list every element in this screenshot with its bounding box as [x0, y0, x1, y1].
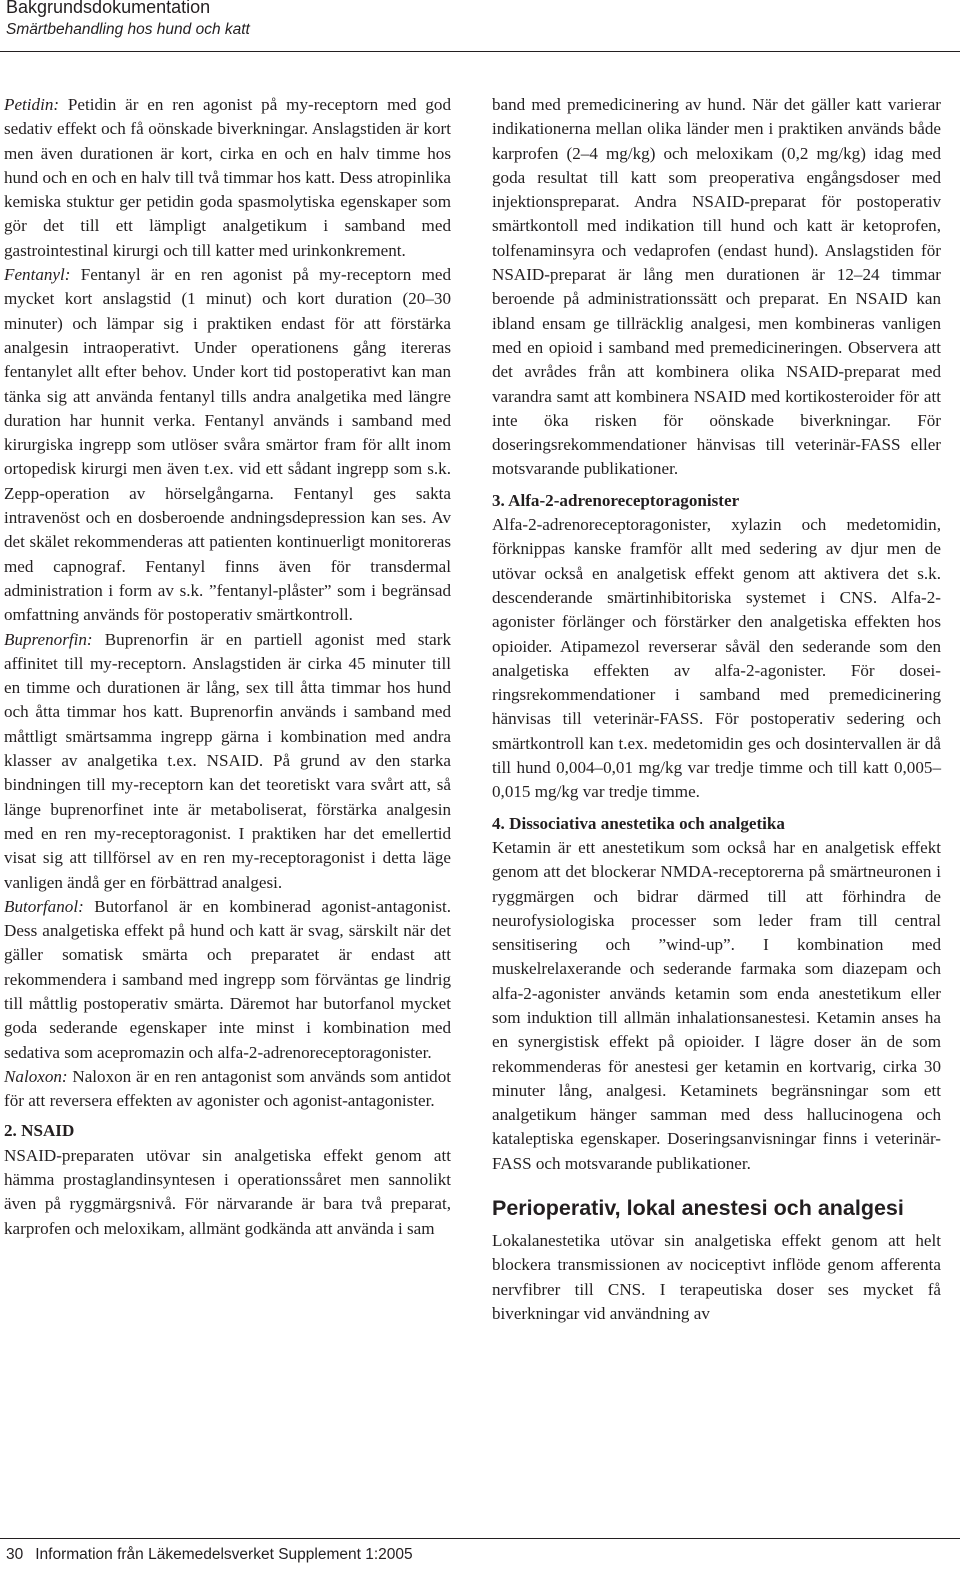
- text-buprenorfin: Buprenorfin är en partiell agonist med stark affinitet till my-receptorn. Anslagstiden är cirka 45 minuter till en timme och durationen är lång, sex till åtta timmar hos hund och åtta timmar hos katt. Buprenorfin används i samband med måttligt smärtsamma ingrepp gärna i kombination med andra klasser av analgetika t.ex. NSAID. På grund av den starka bindningen till my-receptorn kan det teoretiskt vara svårt att, så länge buprenorfinet inte är metaboliserat, förstärka analgesin med en ren my-receptoragonist. I praktiken har det emellertid visat sig att tillförsel av en ren my-receptoragonist i detta läge vanligen ändå ger en förbättrad analgesi.: [4, 629, 451, 892]
- left-column: [4, 93, 451, 1241]
- page-footer: [6, 1545, 413, 1565]
- text-fentanyl: Fentanyl är en ren agonist på my-receptorn med mycket kort anslagstid (1 minut) och kort duration (20–30 minuter) och lämpar sig i praktiken endast för att förstärka analgesin intraoperativt. Under operationens gång itereras fentanylet allt efter behov. Under kort tid postoperativt kan man tänka sig att använda fentanyl tills andra analgetika med längre duration har hunnit verka. Fentanyl används i samband med kirurgiska ingrepp som utlöser svåra smärtor fram för allt inom ortopedisk kirurgi men även t.ex. vid ett sådant ingrepp som s.k. Zepp-operation av hörselgångarna. Fentanyl ges sakta intravenöst och en dosberoende andningsdepression kan ses. Av det skälet rekommenderas att patienten kontinuerligt monitoreras med capnograf. Fentanyl finns även för transdermal administration i form av s.k. ”fentanyl-plåster” som i begränsad omfattning används för postoperativ smärtkontroll.: [4, 265, 451, 625]
- text-butorfanol: Butorfanol är en kombinerad agonist-antagonist. Dess analgetiska effekt på hund och katt är svag, särskilt när det gäller somatisk smärta och preparatet är endast att rekommendera i samband med ingrepp som förväntas ge lindrig till måttlig postoperativ smärta. Däremot har butorfanol mycket goda sederande egenskaper inte minst i kombination med sedativa som acepromazin och alfa-2-adrenoreceptoragonister.: [4, 896, 451, 1062]
- heading-perioperativ: Perioperativ, lokal anestesi och analgesi: [492, 1196, 904, 1221]
- paragraph-dissociativa: Ketamin är ett anestetikum som också har en analgetisk effekt genom att det blockerar NMDA-receptorerna på smärtneuronen i ryggmärgen och bidrar därmed till att förhindra de neurofysiologiska processer som leder fram till central sensitisering och ”wind-up”. I kombination med muskelrelaxerande och sederande farmaka som diazepam och alfa-2-agonister används ketamin som enda anestetikum eller som induktion till allmän inhalationsanestesi. Ketamin anses ha en synergistisk effekt på opioider. I lägre doser än de som rekommenderas för anestesi ger ketamin en kortvarig, cirka 30 minuter lång, analgesi. Ketaminets begränsningar som ett analgetikum hänger samman med dess hallucinogena och kataleptiska egenskaper. Doseringsanvisningar finns i veterinär-FASS och motsvarande publikationer.: [492, 837, 941, 1173]
- text-naloxon: Naloxon är en ren antagonist som används som antidot för att reversera effekten av agonister och agonist-antagonister.: [4, 1066, 451, 1111]
- paragraph-butorfanol: [4, 895, 451, 1065]
- footer-text: Information från Läkemedelsverket Supplement 1:2005: [35, 1546, 413, 1563]
- header-rule: [0, 51, 960, 52]
- paragraph-nsaid-continued: band med premedicinering av hund. När det gäller katt varierar indikationerna mellan olika länder men i praktiken används både karprofen (2–4 mg/kg) och meloxikam (0,2 mg/kg) idag med goda resultat till katt som preoperativa engångsdoser med injektionspreparat. Andra NSAID-preparat för postoperativ smärtkontoll med indikation till hund och katt är ketoprofen, tolfenaminsyra och vedaprofen (endast hund). Anslagstiden för NSAID-preparat är lång men durationen är 12–24 timmar beroende på administrationssätt och preparat. En NSAID kan ibland ensam ge tillräcklig analgesi, men kombineras vanligen med en opioid i samband med premedicineringen. Observera att det avrådes från att kombinera olika NSAID-preparat med varandra samt att kombinera NSAID med kortikosteroider för att inte öka risken för oönskade biverkningar. För doseringsrekommendationer hänvisas till veterinär-FASS eller motsvarande publikationer.: [492, 95, 941, 479]
- text-petidin: Petidin är en ren agonist på my-receptorn med god sedativ effekt och få oönskade biverkningar. Anslagstiden är kort men även durationen är kort, cirka en och en halv timme hos hund och en och en halv till två timmar hos katt. Dess atropinlika kemiska stuktur ger petidin goda spasmolytiska egenskaper som gör det till ett lämpligt analgetikum i samband med gastrointestinal kirurgi och till katter med urinkonkrement.: [4, 95, 451, 260]
- heading-nsaid: 2. NSAID: [4, 1121, 75, 1141]
- term-butorfanol: Butorfanol:: [4, 896, 84, 916]
- paragraph-alfa-2: Alfa-2-adrenoreceptoragonister, xylazin och medetomidin, förknippas kanske framför allt med sedering av djur men de utövar också en analgetisk effekt genom att aktivera det s.k. descenderande smärtinhibitoriska systemet i CNS. Alfa-2-agonister förlänger och förstärker den analgetiska effekten hos opioider. Atipamezol reverserar såväl den sederande som den analgetiska effekten av alfa-2-agonister. För doseiringsrekommendationer i samband med premedicinering hänvisas till veterinär-FASS. För postoperativ sedering och smärtkontroll kan t.ex. medetomidin ges och dosintervallen är då till hund 0,004–0,01 mg/kg var tredje timme och till katt 0,005–0,015 mg/kg var tredje timme.: [492, 515, 941, 802]
- paragraph-fentanyl: [4, 263, 451, 627]
- term-naloxon: Naloxon:: [4, 1066, 68, 1086]
- header-title: Bakgrundsdokumentation: [6, 0, 211, 17]
- heading-alfa-2: 3. Alfa-2-adrenoreceptoragonister: [492, 490, 740, 510]
- heading-dissociativa: 4. Dissociativa anestetika och analgetika: [492, 813, 785, 833]
- paragraph-petidin: [4, 93, 451, 263]
- term-petidin: Petidin:: [4, 95, 60, 114]
- paragraph-naloxon: [4, 1065, 451, 1114]
- page-header: [6, 0, 954, 40]
- term-fentanyl: Fentanyl:: [4, 265, 71, 285]
- paragraph-perioperativ: Lokalanestetika utövar sin analgetiska effekt genom att helt blockera transmissionen av nociceptivt inflöde genom afferenta nervfibrer till CNS. I terapeutiska doser ses mycket få biverkningar vid användning av: [492, 1231, 941, 1323]
- right-column: [492, 93, 941, 1326]
- header-subtitle: Smärtbehandling hos hund och katt: [6, 21, 250, 38]
- page-number: 30: [6, 1546, 24, 1563]
- footer-rule: [0, 1538, 960, 1539]
- term-buprenorfin: Buprenorfin:: [4, 629, 93, 649]
- paragraph-buprenorfin: [4, 628, 451, 895]
- paragraph-nsaid: NSAID-preparaten utövar sin analgetiska effekt genom att hämma prostaglandinsyntesen i operationssåret men sannolikt även på ryggmärgsnivå. För närvarande är bara två preparat, karprofen och meloxikam, allmänt godkända att använda i sam: [4, 1145, 451, 1238]
